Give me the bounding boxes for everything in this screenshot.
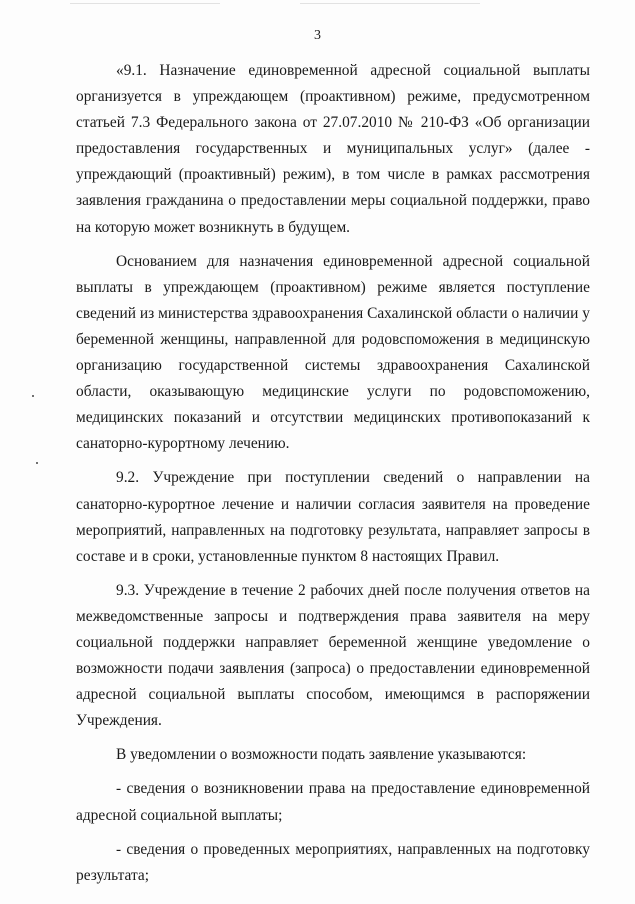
paragraph-9-1: «9.1. Назначение единовременной адресной социальной выплаты организуется в упреждающем (проактивном) режиме, предусмотренном статьей 7.3 Федерального закона от 27.07.2010 № 210-ФЗ «Об организации предоставления государственных и муниципальных услуг» (далее - упреждающий (проактивный) режим), в том числе в рамках рассмотрения заявления гражданина о предоставлении меры социальной поддержки, право на которую может возникнуть в будущем. (76, 62, 590, 236)
paragraph-basis: Основанием для назначения единовременной адресной социальной выплаты в упреждающем (проактивном) режиме является поступление сведений из министерства здравоохранения Сахалинской области о наличии у беременной женщины, направленной для родовспоможения в медицинскую организацию государственной системы здравоохранения Сахалинской области, оказывающую медицинские услуги по родовспоможению, медицинских показаний и отсутствии медицинских противопоказаний к санаторно-курортному лечению. (76, 252, 590, 453)
scan-edge-mark (70, 3, 220, 4)
scan-edge-mark (300, 3, 480, 4)
scan-dot-mark (36, 462, 38, 464)
paragraph-9-2: 9.2. Учреждение при поступлении сведений о направлении на санаторно-курортное лечение и наличии согласия заявителя на проведение мероприятий, направленных на подготовку результата, направляет запросы в составе и в сроки, установленные пунктом 8 настоящих Правил. (76, 469, 590, 565)
page-number: 3 (314, 28, 321, 43)
scan-dot-mark (32, 395, 34, 397)
paragraph-9-3: 9.3. Учреждение в течение 2 рабочих дней после получения ответов на межведомственные запросы и подтверждения права заявителя на меру социальной поддержки направляет беременной женщине уведомление о возможности подачи заявления (запроса) о предоставлении единовременной адресной социальной выплаты способом, имеющимся в распоряжении Учреждения. (76, 581, 590, 730)
paragraph-notice-intro: В уведомлении о возможности подать заявление указываются: (116, 746, 527, 764)
list-item: - сведения о возникновении права на предоставление единовременной адресной социальной выплаты; (76, 780, 590, 824)
document-body (76, 58, 590, 889)
list-item: - сведения о проведенных мероприятиях, направленных на подготовку результата; (76, 840, 590, 884)
